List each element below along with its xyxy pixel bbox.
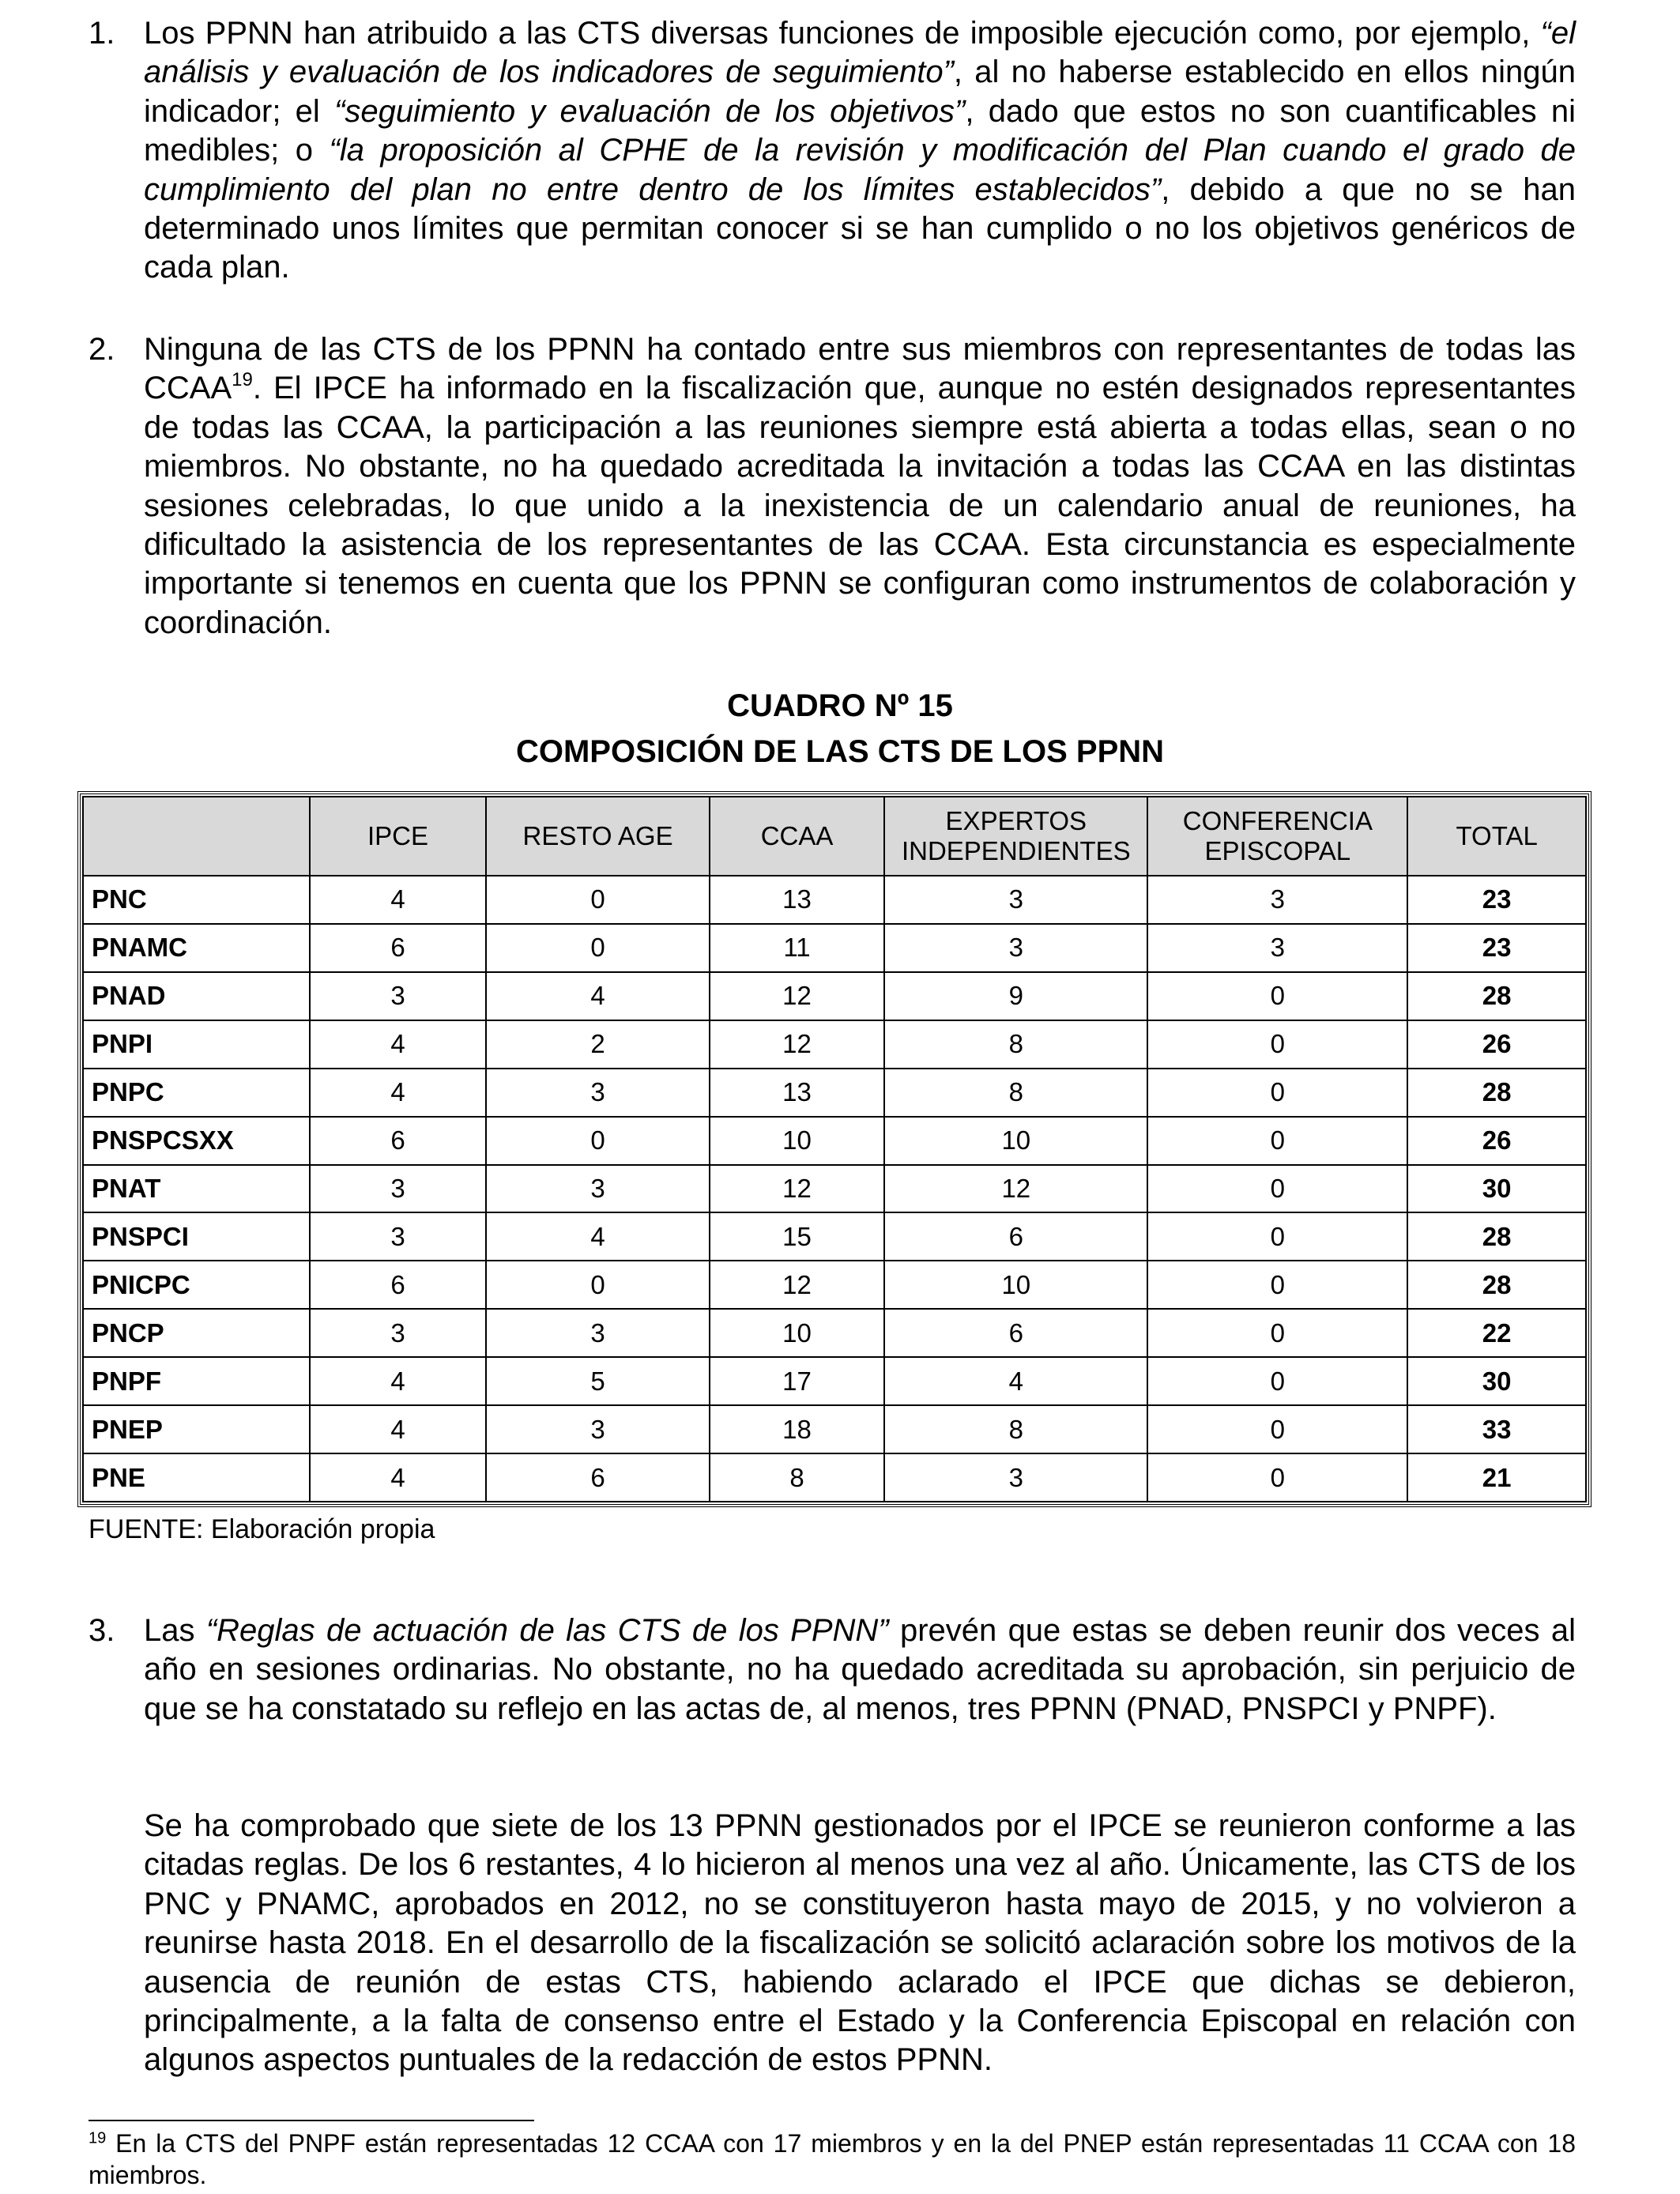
- cell-total: 26: [1407, 1020, 1586, 1069]
- cell-ipce: 4: [310, 876, 487, 924]
- cell-resto-age: 4: [486, 1212, 710, 1261]
- p1-text-2: , al no haberse establecido en ellos ningún indicador; el: [144, 55, 1576, 129]
- cell-conferencia: 0: [1147, 972, 1407, 1020]
- cell-ccaa: 10: [710, 1309, 884, 1357]
- cell-ipce: 3: [310, 1165, 487, 1213]
- cell-expertos: 6: [884, 1212, 1147, 1261]
- cell-total: 30: [1407, 1357, 1586, 1405]
- cell-total: 28: [1407, 1261, 1586, 1309]
- cell-name: PNAT: [83, 1165, 310, 1213]
- cell-resto-age: 3: [486, 1069, 710, 1117]
- header-ccaa: CCAA: [710, 797, 884, 876]
- cell-resto-age: 5: [486, 1357, 710, 1405]
- table-body: [83, 876, 1586, 1502]
- cell-expertos: 8: [884, 1405, 1147, 1453]
- cell-name: PNCP: [83, 1309, 310, 1357]
- cell-name: PNAMC: [83, 924, 310, 972]
- cell-resto-age: 0: [486, 876, 710, 924]
- table-row: [83, 924, 1586, 972]
- cell-name: PNE: [83, 1453, 310, 1502]
- p3-text-1: Las: [144, 1613, 206, 1648]
- table-row: [83, 1117, 1586, 1165]
- cell-ccaa: 12: [710, 1261, 884, 1309]
- cell-resto-age: 0: [486, 924, 710, 972]
- cell-expertos: 3: [884, 1453, 1147, 1502]
- cell-resto-age: 3: [486, 1309, 710, 1357]
- cell-conferencia: 0: [1147, 1069, 1407, 1117]
- footnote-number: 19: [89, 2129, 107, 2147]
- table-row: [83, 876, 1586, 924]
- cell-total: 21: [1407, 1453, 1586, 1502]
- cell-ccaa: 12: [710, 1020, 884, 1069]
- table-row: [83, 1261, 1586, 1309]
- cell-conferencia: 0: [1147, 1357, 1407, 1405]
- cell-ipce: 3: [310, 1309, 487, 1357]
- cell-total: 28: [1407, 972, 1586, 1020]
- p2-text-2: . El IPCE ha informado en la fiscalización que, aunque no estén designados representantes de todas las CCAA, la participación a las reuniones siempre está abierta a todas ellas, sean o no miembros. No obstante, no ha quedado acreditada la invitación a todas las CCAA en las distintas sesiones celebradas, lo que unido a la inexistencia de un calendario anual de reuniones, ha dificultado la asistencia de los representantes de las CCAA. Esta circunstancia es especialmente importante si tenemos en cuenta que los PPNN se configuran como instrumentos de colaboración y coordinación.: [144, 371, 1576, 640]
- p1-text-1: Los PPNN han atribuido a las CTS diversas funciones de imposible ejecución como, por ejemplo,: [144, 16, 1541, 51]
- cell-total: 22: [1407, 1309, 1586, 1357]
- cell-conferencia: 0: [1147, 1212, 1407, 1261]
- p3-text-2: prevén que estas se deben reunir dos veces al año en sesiones ordinarias. No obstante, no ha quedado acreditada su aprobación, sin perjuicio de que se ha constatado su reflejo en las actas de, al menos, tres PPNN (PNAD, PNSPCI y PNPF).: [144, 1613, 1576, 1726]
- table-row: [83, 1405, 1586, 1453]
- list-number-3: 3.: [89, 1613, 115, 1648]
- cell-expertos: 6: [884, 1309, 1147, 1357]
- table-frame: [77, 791, 1591, 1507]
- p1-quote-3: “la proposición al CPHE de la revisión y modificación del Plan cuando el grado de cumplimiento del plan no entre dentro de los límites establecidos”: [144, 133, 1576, 207]
- header-blank: [83, 797, 310, 876]
- cell-total: 23: [1407, 876, 1586, 924]
- cell-expertos: 4: [884, 1357, 1147, 1405]
- cell-name: PNSPCSXX: [83, 1117, 310, 1165]
- p3-quote-1: “Reglas de actuación de las CTS de los PPNN”: [205, 1613, 889, 1648]
- table-row: [83, 1020, 1586, 1069]
- cell-conferencia: 0: [1147, 1020, 1407, 1069]
- cell-ccaa: 12: [710, 1165, 884, 1213]
- cell-expertos: 3: [884, 876, 1147, 924]
- header-conferencia-line2: EPISCOPAL: [1204, 836, 1351, 865]
- list-number-1: 1.: [89, 16, 115, 51]
- cell-total: 28: [1407, 1212, 1586, 1261]
- cell-conferencia: 0: [1147, 1261, 1407, 1309]
- cell-resto-age: 3: [486, 1405, 710, 1453]
- header-resto-age: RESTO AGE: [486, 797, 710, 876]
- table-source: FUENTE: Elaboración propia: [89, 1514, 435, 1544]
- cell-ipce: 4: [310, 1405, 487, 1453]
- p1-quote-2: “seguimiento y evaluación de los objetivos”: [334, 93, 966, 129]
- paragraph-1: [144, 14, 1576, 288]
- cell-name: PNEP: [83, 1405, 310, 1453]
- cell-ccaa: 10: [710, 1117, 884, 1165]
- composition-table: [82, 796, 1587, 1502]
- cell-total: 30: [1407, 1165, 1586, 1213]
- cell-expertos: 10: [884, 1261, 1147, 1309]
- cell-ipce: 3: [310, 1212, 487, 1261]
- cell-total: 23: [1407, 924, 1586, 972]
- table-row: [83, 1309, 1586, 1357]
- table-header-row: [83, 797, 1586, 876]
- cell-ipce: 4: [310, 1453, 487, 1502]
- cell-expertos: 12: [884, 1165, 1147, 1213]
- cell-name: PNSPCI: [83, 1212, 310, 1261]
- p1-quote-1: “el análisis y evaluación de los indicadores de seguimiento”: [144, 16, 1576, 90]
- cell-resto-age: 3: [486, 1165, 710, 1213]
- cell-ipce: 3: [310, 972, 487, 1020]
- cell-ipce: 4: [310, 1020, 487, 1069]
- cell-total: 26: [1407, 1117, 1586, 1165]
- cell-ccaa: 8: [710, 1453, 884, 1502]
- cell-name: PNPC: [83, 1069, 310, 1117]
- cell-total: 28: [1407, 1069, 1586, 1117]
- header-expertos: [884, 797, 1147, 876]
- paragraph-4: Se ha comprobado que siete de los 13 PPNN gestionados por el IPCE se reunieron conforme a las citadas reglas. De los 6 restantes, 4 lo hicieron al menos una vez al año. Únicamente, las CTS de los PNC y PNAMC, aprobados en 2012, no se constituyeron hasta mayo de 2015, y no volvieron a reunirse hasta 2018. En el desarrollo de la fiscalización se solicitó aclaración sobre los motivos de la ausencia de reunión de estas CTS, habiendo aclarado el IPCE que dichas se debieron, principalmente, a la falta de consenso entre el Estado y la Conferencia Episcopal en relación con algunos aspectos puntuales de la redacción de estos PPNN.: [144, 1808, 1576, 2078]
- p1-text-3: , dado que estos no son cuantificables ni medibles; o: [144, 93, 1576, 168]
- table-row: [83, 1453, 1586, 1502]
- cell-ipce: 6: [310, 1261, 487, 1309]
- cell-resto-age: 2: [486, 1020, 710, 1069]
- header-conferencia: [1147, 797, 1407, 876]
- cell-expertos: 8: [884, 1020, 1147, 1069]
- cell-ipce: 6: [310, 1117, 487, 1165]
- cell-ccaa: 15: [710, 1212, 884, 1261]
- cell-ccaa: 12: [710, 972, 884, 1020]
- table-row: [83, 1357, 1586, 1405]
- cell-total: 33: [1407, 1405, 1586, 1453]
- cell-resto-age: 6: [486, 1453, 710, 1502]
- cell-conferencia: 0: [1147, 1117, 1407, 1165]
- header-expertos-line1: EXPERTOS: [945, 806, 1087, 835]
- table-caption-title: COMPOSICIÓN DE LAS CTS DE LOS PPNN: [515, 734, 1165, 769]
- footnote: [89, 2128, 1576, 2191]
- p1-text-4: , debido a que no se han determinado unos límites que permitan conocer si se han cumplido o no los objetivos genéricos de cada plan.: [144, 172, 1576, 285]
- cell-conferencia: 0: [1147, 1453, 1407, 1502]
- cell-ipce: 6: [310, 924, 487, 972]
- cell-expertos: 3: [884, 924, 1147, 972]
- table-row: [83, 1069, 1586, 1117]
- cell-ccaa: 13: [710, 876, 884, 924]
- cell-ccaa: 13: [710, 1069, 884, 1117]
- cell-expertos: 8: [884, 1069, 1147, 1117]
- list-number-2: 2.: [89, 332, 115, 367]
- table-row: [83, 1212, 1586, 1261]
- footnote-text: En la CTS del PNPF están representadas 12 CCAA con 17 miembros y en la del PNEP están representadas 11 CCAA con 18 miembros.: [89, 2129, 1576, 2189]
- cell-ccaa: 18: [710, 1405, 884, 1453]
- cell-name: PNICPC: [83, 1261, 310, 1309]
- cell-ccaa: 17: [710, 1357, 884, 1405]
- paragraph-2: [144, 330, 1576, 643]
- cell-name: PNPI: [83, 1020, 310, 1069]
- header-total: TOTAL: [1407, 797, 1586, 876]
- header-conferencia-line1: CONFERENCIA: [1182, 806, 1373, 835]
- cell-ipce: 4: [310, 1357, 487, 1405]
- table-row: [83, 1165, 1586, 1213]
- footnote-reference[interactable]: 19: [232, 369, 253, 391]
- cell-conferencia: 0: [1147, 1165, 1407, 1213]
- cell-conferencia: 3: [1147, 924, 1407, 972]
- cell-name: PNAD: [83, 972, 310, 1020]
- table-row: [83, 972, 1586, 1020]
- cell-resto-age: 0: [486, 1117, 710, 1165]
- cell-resto-age: 0: [486, 1261, 710, 1309]
- cell-ipce: 4: [310, 1069, 487, 1117]
- cell-expertos: 9: [884, 972, 1147, 1020]
- cell-ccaa: 11: [710, 924, 884, 972]
- header-expertos-line2: INDEPENDIENTES: [901, 836, 1131, 865]
- header-ipce: IPCE: [310, 797, 487, 876]
- table-caption-number: CUADRO Nº 15: [727, 688, 953, 723]
- cell-conferencia: 0: [1147, 1405, 1407, 1453]
- cell-name: PNPF: [83, 1357, 310, 1405]
- paragraph-3: [144, 1612, 1576, 1728]
- cell-conferencia: 3: [1147, 876, 1407, 924]
- p2-text-1: Ninguna de las CTS de los PPNN ha contado entre sus miembros con representantes de todas las CCAA: [144, 332, 1576, 406]
- footnote-separator: [89, 2120, 534, 2121]
- cell-expertos: 10: [884, 1117, 1147, 1165]
- cell-name: PNC: [83, 876, 310, 924]
- cell-resto-age: 4: [486, 972, 710, 1020]
- cell-conferencia: 0: [1147, 1309, 1407, 1357]
